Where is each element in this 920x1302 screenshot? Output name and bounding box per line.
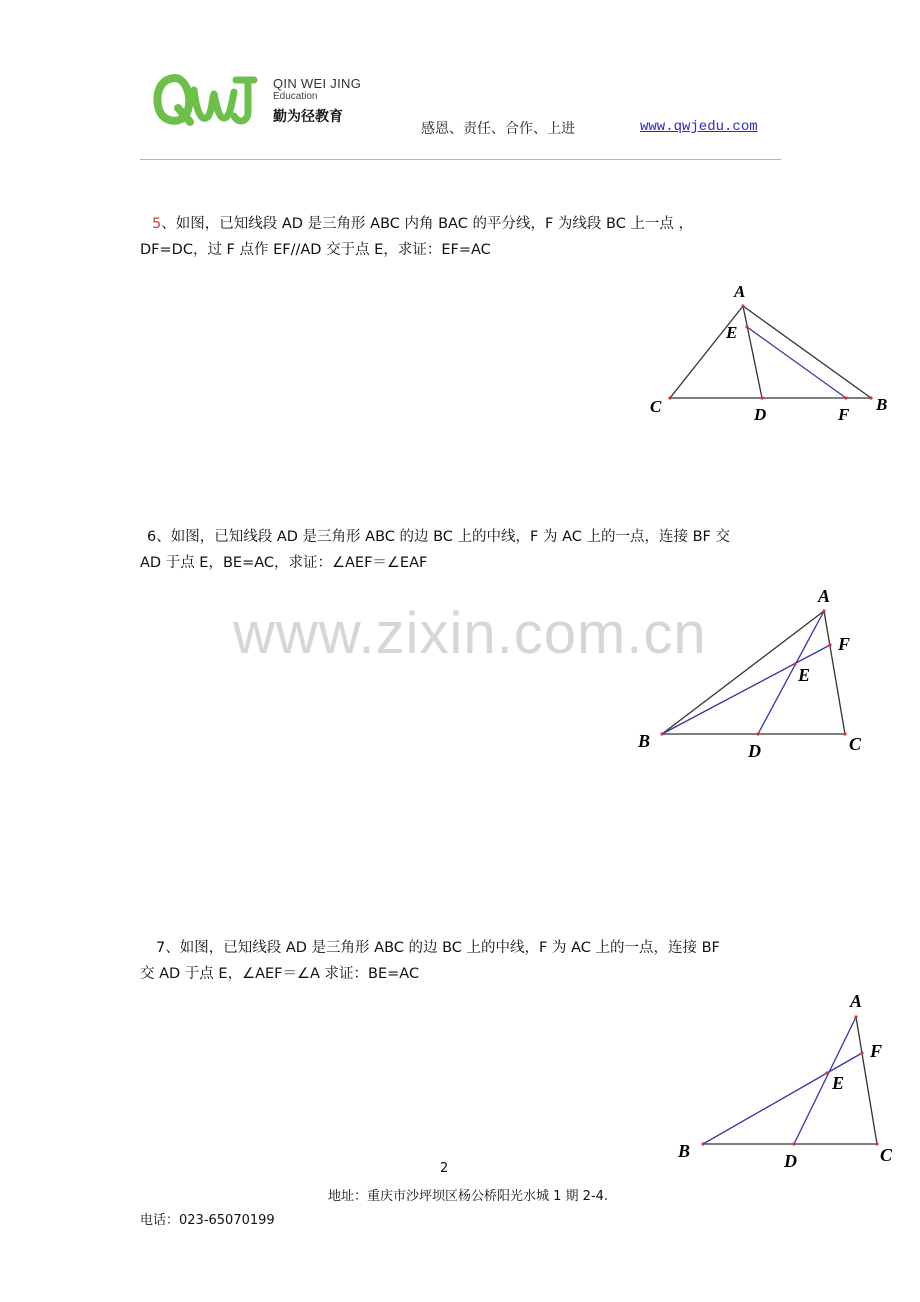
segment-ef [747, 327, 846, 398]
figure-q5 [640, 278, 900, 432]
segment-ad [794, 1017, 856, 1144]
website-link[interactable]: www.qwjedu.com [640, 119, 758, 135]
segment-ac [824, 611, 845, 734]
question-5-text-1: 、如图，已知线段 AD 是三角形 ABC 内角 BAC 的平分线，F 为线段 BC 上一点 ， [161, 216, 694, 232]
segment-ca [670, 306, 743, 398]
question-6-text-1: 、如图，已知线段 AD 是三角形 ABC 的边 BC 上的中线，F 为 AC 上的一点，连接 BF 交 [156, 529, 730, 545]
point-f [860, 1051, 863, 1054]
label-c: C [880, 1145, 893, 1165]
question-6-number: 6 [147, 529, 157, 545]
question-7-text-2: 交 AD 于点 E，∠AEF＝∠A 求证：BE=AC [140, 966, 420, 982]
label-a: A [818, 586, 831, 606]
label-a: A [734, 282, 746, 301]
label-b: B [876, 395, 888, 414]
logo-sub-text: Education [273, 91, 318, 102]
point-c [668, 396, 671, 399]
footer-address: 地址：重庆市沙坪坝区杨公桥阳光水城 1 期 2-4. [328, 1189, 609, 1204]
label-e: E [832, 1073, 845, 1093]
point-f [828, 643, 831, 646]
question-5-text-2: DF=DC，过 F 点作 EF//AD 交于点 E，求证：EF=AC [140, 242, 491, 258]
question-6 [140, 524, 790, 576]
figure-q7 [670, 985, 915, 1184]
point-d [756, 732, 759, 735]
segment-ad [758, 611, 824, 734]
point-e [745, 325, 748, 328]
label-f: F [870, 1041, 883, 1061]
question-5-line-1 [140, 211, 790, 237]
label-d: D [754, 405, 767, 424]
point-b [701, 1142, 704, 1145]
label-e: E [798, 665, 811, 685]
point-c [875, 1142, 878, 1145]
segment-bf [703, 1053, 862, 1144]
label-b: B [678, 1141, 691, 1161]
header [0, 0, 920, 170]
point-d [792, 1142, 795, 1145]
label-c: C [849, 734, 862, 754]
segment-ad [743, 306, 762, 398]
point-f [844, 396, 847, 399]
figure-q6 [630, 580, 900, 774]
point-a [822, 609, 825, 612]
segment-ac [856, 1017, 877, 1144]
header-divider [140, 159, 781, 160]
question-6-line-1 [140, 524, 790, 550]
question-7 [140, 935, 790, 987]
point-e [793, 662, 796, 665]
label-b: B [638, 731, 651, 751]
point-c [843, 732, 846, 735]
question-5 [140, 211, 790, 263]
segment-bf [662, 645, 830, 734]
watermark: www.zixin.com.cn [233, 601, 707, 666]
logo-mark-icon [150, 68, 262, 130]
question-5-number: 5 [152, 216, 162, 232]
footer-phone: 电话：023-65070199 [140, 1213, 275, 1228]
point-b [660, 732, 663, 735]
segment-ab [743, 306, 871, 398]
question-7-line-1 [140, 935, 790, 961]
point-d [760, 396, 763, 399]
label-e: E [726, 323, 738, 342]
motto: 感恩、责任、合作、上进 [421, 121, 575, 137]
label-f: F [838, 405, 850, 424]
label-a: A [850, 991, 863, 1011]
point-b [869, 396, 872, 399]
question-7-text-1: 、如图，已知线段 AD 是三角形 ABC 的边 BC 上的中线，F 为 AC 上的一点，连接 BF [165, 940, 720, 956]
question-7-number: 7 [156, 940, 166, 956]
point-e [825, 1071, 828, 1074]
point-a [854, 1015, 857, 1018]
logo-en-text: QIN WEI JING [273, 76, 362, 91]
point-a [741, 304, 744, 307]
page-number: 2 [440, 1161, 449, 1176]
label-d: D [784, 1151, 797, 1171]
label-c: C [650, 397, 662, 416]
label-f: F [838, 634, 851, 654]
label-d: D [748, 741, 761, 761]
logo-cn-text: 勤为径教育 [273, 109, 343, 125]
question-6-text-2: AD 于点 E，BE=AC，求证：∠AEF＝∠EAF [140, 555, 428, 571]
